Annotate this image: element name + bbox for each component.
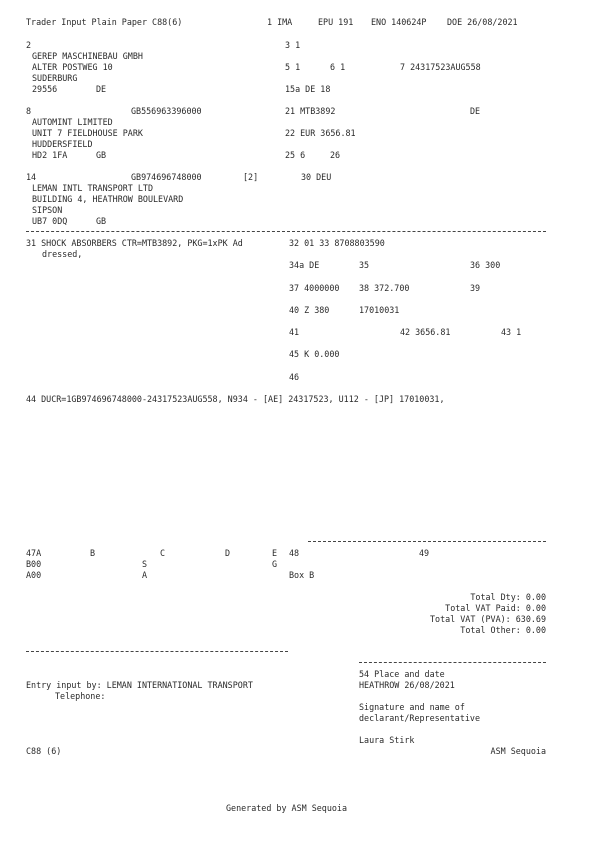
box32-commodity-code: 32 01 33 8708803590 — [289, 238, 385, 248]
box-b-label: Box B — [289, 570, 315, 580]
box31-description: 31 SHOCK ABSORBERS CTR=MTB3892, PKG=1xPK Ad — [26, 238, 243, 248]
box15a-dispatch-country: 15a DE 18 — [285, 84, 331, 94]
box40-previous-doc: 40 Z 380 — [289, 305, 330, 315]
section-divider — [26, 231, 546, 232]
signature-label-cont: declarant/Representative — [359, 713, 481, 723]
box54-place-date: HEATHROW 26/08/2021 — [359, 680, 455, 690]
tax-mop-s: S — [142, 559, 148, 569]
telephone-label: Telephone: — [55, 691, 106, 701]
software-name: ASM Sequoia — [490, 746, 546, 756]
tax-type-a00: A00 — [26, 570, 42, 580]
box21-transport-country: DE — [470, 106, 481, 116]
box3-forms: 3 1 — [285, 40, 301, 50]
box37-procedure: 37 4000000 — [289, 283, 340, 293]
signatory-name: Laura Stirk — [359, 735, 415, 745]
footer-divider-left — [26, 651, 288, 652]
total-other: Total Other: 0.00 — [460, 625, 546, 635]
box47d-header: D — [225, 548, 231, 558]
entry-number: ENO 140624P — [371, 17, 427, 27]
box54-label: 54 Place and date — [359, 669, 445, 679]
box1-declaration-type: 1 IMA — [267, 17, 293, 27]
declarant-code: [2] — [243, 172, 259, 182]
box47e-header: E — [272, 548, 278, 558]
box49-warehouse: 49 — [419, 548, 430, 558]
signature-label: Signature and name of — [359, 702, 465, 712]
box39-quota: 39 — [470, 283, 481, 293]
box6-packages: 6 1 — [330, 62, 346, 72]
box2-label: 2 — [26, 40, 32, 50]
tax-section-divider — [308, 541, 546, 542]
declarant-name: LEMAN INTL TRANSPORT LTD — [32, 183, 154, 193]
box36-preference: 36 300 — [470, 260, 501, 270]
date-of-entry: DOE 26/08/2021 — [447, 17, 518, 27]
declarant-town: SIPSON — [32, 205, 63, 215]
tax-mop-a: A — [142, 570, 148, 580]
total-vat-paid: Total VAT Paid: 0.00 — [445, 603, 546, 613]
total-duty: Total Dty: 0.00 — [470, 592, 546, 602]
declarant-postcode: UB7 0DQ — [32, 216, 68, 226]
consignee-street: UNIT 7 FIELDHOUSE PARK — [32, 128, 143, 138]
generated-by: Generated by ASM Sequoia — [226, 803, 348, 813]
box42-item-price: 42 3656.81 — [400, 327, 451, 337]
box35-gross-mass: 35 — [359, 260, 370, 270]
box34a-origin: 34a DE — [289, 260, 320, 270]
box30-goods-location: 30 DEU — [301, 172, 332, 182]
box22-currency-amount: 22 EUR 3656.81 — [285, 128, 356, 138]
consignee-postcode: HD2 1FA — [32, 150, 68, 160]
consignee-eori: GB556963396000 — [131, 106, 202, 116]
declarant-eori: GB974696748000 — [131, 172, 202, 182]
box48-deferred-payment: 48 — [289, 548, 300, 558]
document-title: Trader Input Plain Paper C88(6) — [26, 17, 183, 27]
consignor-town: SUDERBURG — [32, 73, 78, 83]
consignor-postcode: 29556 — [32, 84, 58, 94]
box21-transport-identity: 21 MTB3892 — [285, 106, 336, 116]
box41-supp-units: 41 — [289, 327, 300, 337]
box47a-header: 47A — [26, 548, 42, 558]
footer-divider-right — [359, 662, 546, 663]
box46-statistical-value: 46 — [289, 372, 300, 382]
consignee-country: GB — [96, 150, 107, 160]
consignee-name: AUTOMINT LIMITED — [32, 117, 113, 127]
consignee-town: HUDDERSFIELD — [32, 139, 93, 149]
box44-additional-info: 44 DUCR=1GB974696748000-24317523AUG558, N934 - [AE] 24317523, U112 - [JP] 17010031, — [26, 394, 445, 404]
tax-mop-g: G — [272, 559, 278, 569]
box43-valuation: 43 1 — [501, 327, 522, 337]
epu-number: EPU 191 — [318, 17, 354, 27]
total-vat-pva: Total VAT (PVA): 630.69 — [430, 614, 546, 624]
declarant-country: GB — [96, 216, 107, 226]
box14-label: 14 — [26, 172, 37, 182]
box47b-header: B — [90, 548, 96, 558]
form-code: C88 (6) — [26, 746, 62, 756]
box45-adjustment: 45 K 0.000 — [289, 349, 340, 359]
box8-label: 8 — [26, 106, 32, 116]
box40-reference: 17010031 — [359, 305, 400, 315]
box7-reference: 7 24317523AUG558 — [400, 62, 481, 72]
consignor-street: ALTER POSTWEG 10 — [32, 62, 113, 72]
box31-description-cont: dressed, — [42, 249, 83, 259]
consignor-name: GEREP MASCHINEBAU GMBH — [32, 51, 143, 61]
box5-items: 5 1 — [285, 62, 301, 72]
box26-inland-mode: 26 — [330, 150, 341, 160]
entry-input-by: Entry input by: LEMAN INTERNATIONAL TRANSPORT — [26, 680, 253, 690]
box25-transport-mode: 25 6 — [285, 150, 306, 160]
consignor-country: DE — [96, 84, 107, 94]
declarant-street: BUILDING 4, HEATHROW BOULEVARD — [32, 194, 184, 204]
box47c-header: C — [160, 548, 166, 558]
tax-type-b00: B00 — [26, 559, 42, 569]
box38-net-mass: 38 372.700 — [359, 283, 410, 293]
